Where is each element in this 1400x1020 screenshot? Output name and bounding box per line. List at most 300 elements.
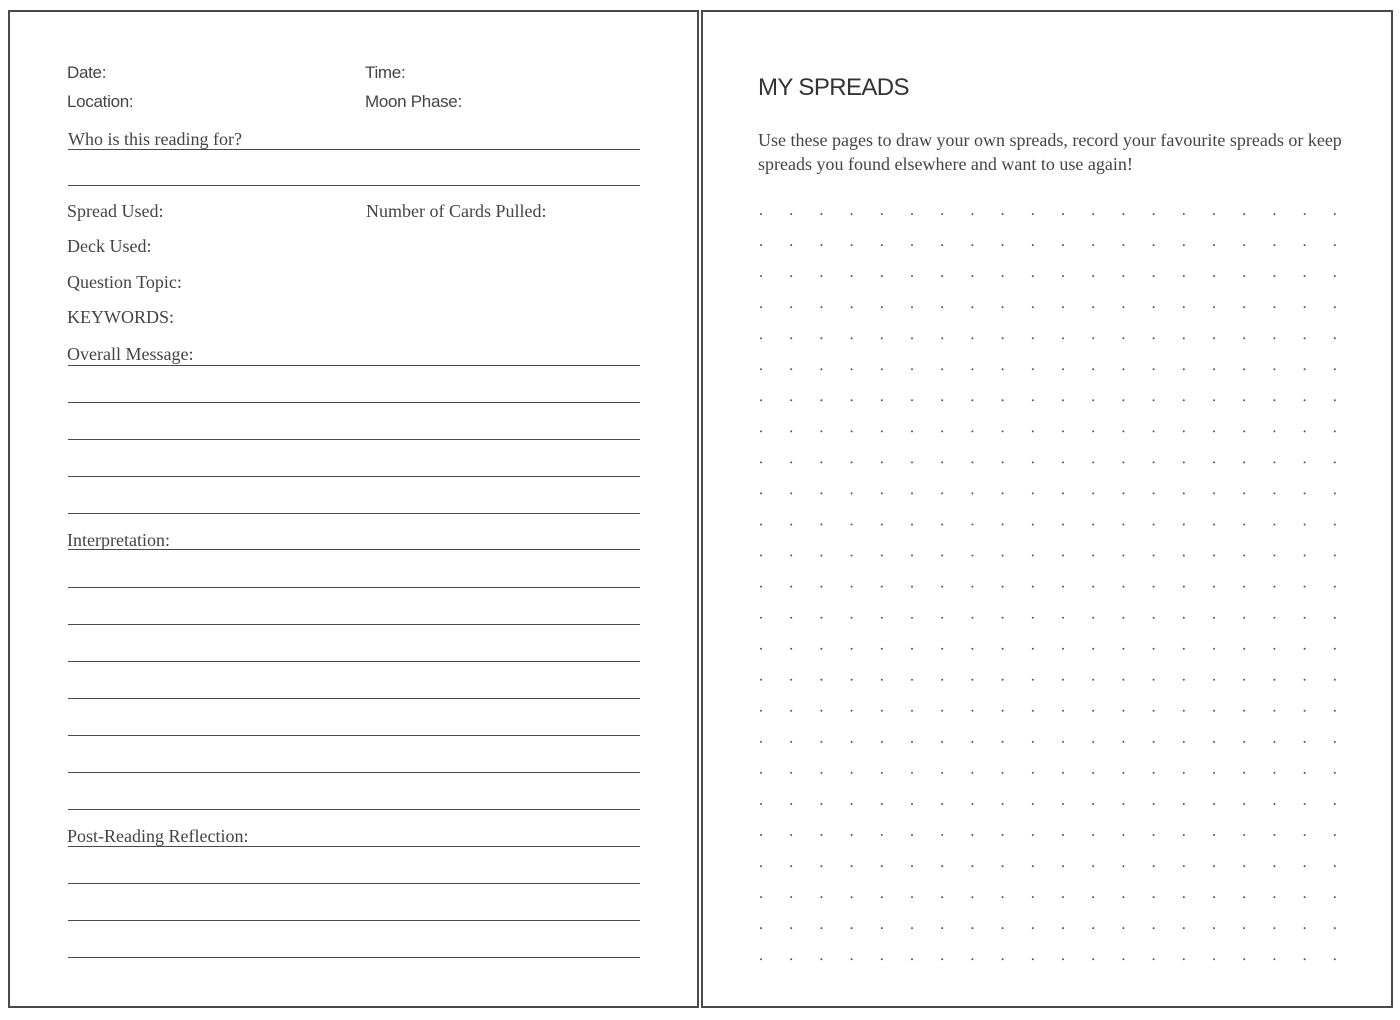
grid-dot [1032,679,1034,681]
grid-dot [881,803,883,805]
grid-dot [1183,617,1185,619]
grid-dot [760,555,762,557]
grid-dot [1092,586,1094,588]
grid-dot [851,461,853,463]
grid-dot [1183,430,1185,432]
grid-dot [1002,524,1004,526]
grid-dot [971,524,973,526]
grid-dot [941,834,943,836]
grid-dot [1183,865,1185,867]
grid-dot [941,679,943,681]
grid-dot [1243,461,1245,463]
grid-dot [1334,772,1336,774]
grid-dot [760,896,762,898]
grid-dot [1304,958,1306,960]
grid-dot [1213,399,1215,401]
grid-dot [1032,368,1034,370]
grid-dot [881,275,883,277]
grid-dot [851,306,853,308]
grid-dot [851,803,853,805]
grid-dot [820,399,822,401]
grid-dot [1062,492,1064,494]
grid-dot [1304,430,1306,432]
grid-dot [1062,648,1064,650]
spreads-title: MY SPREADS [758,74,909,101]
grid-dot [1032,741,1034,743]
grid-dot [760,803,762,805]
grid-dot [1183,555,1185,557]
interpretation-line[interactable] [68,587,640,588]
grid-dot [941,555,943,557]
grid-dot [1213,555,1215,557]
grid-dot [790,803,792,805]
grid-dot [1092,710,1094,712]
grid-dot [820,430,822,432]
deck-used-label: Deck Used: [67,236,152,256]
grid-dot [1213,958,1215,960]
grid-dot [971,275,973,277]
grid-dot [1032,244,1034,246]
grid-dot [820,958,822,960]
grid-dot [941,772,943,774]
grid-dot [1122,430,1124,432]
grid-dot [1002,430,1004,432]
grid-dot [881,524,883,526]
grid-dot [1153,555,1155,557]
grid-dot [971,492,973,494]
grid-dot [1243,555,1245,557]
grid-dot [881,648,883,650]
grid-dot [1032,213,1034,215]
grid-dot [881,306,883,308]
grid-dot [1153,741,1155,743]
grid-dot [941,337,943,339]
grid-dot [1183,368,1185,370]
grid-dot [1304,275,1306,277]
interpretation-line[interactable] [68,661,640,662]
grid-dot [911,586,913,588]
grid-dot [1032,461,1034,463]
grid-dot [1334,834,1336,836]
grid-dot [1062,244,1064,246]
grid-dot [1273,896,1275,898]
grid-dot [971,306,973,308]
grid-dot [1092,461,1094,463]
grid-dot [1334,275,1336,277]
grid-dot [1304,679,1306,681]
grid-dot [1304,772,1306,774]
grid-dot [1092,648,1094,650]
grid-dot [820,803,822,805]
grid-dot [1062,555,1064,557]
grid-dot [881,213,883,215]
grid-dot [1243,834,1245,836]
grid-dot [911,306,913,308]
grid-dot [760,492,762,494]
grid-dot [760,275,762,277]
grid-dot [790,337,792,339]
grid-dot [1273,927,1275,929]
spread-used-label: Spread Used: [67,201,164,221]
grid-dot [1273,524,1275,526]
grid-dot [851,896,853,898]
reflection-label: Post-Reading Reflection: [67,826,249,846]
grid-dot [1183,927,1185,929]
grid-dot [1062,772,1064,774]
grid-dot [1122,275,1124,277]
grid-dot [911,958,913,960]
grid-dot [790,399,792,401]
grid-dot [941,586,943,588]
cards-pulled-label: Number of Cards Pulled: [366,201,547,221]
grid-dot [1153,586,1155,588]
grid-dot [911,492,913,494]
grid-dot [820,524,822,526]
grid-dot [881,244,883,246]
grid-dot [1273,803,1275,805]
grid-dot [1243,244,1245,246]
grid-dot [1213,772,1215,774]
dot-grid[interactable] [703,12,1393,1008]
moon-phase-label: Moon Phase: [365,92,462,111]
grid-dot [941,896,943,898]
grid-dot [851,399,853,401]
grid-dot [1273,834,1275,836]
overall-message-line[interactable] [68,402,640,403]
grid-dot [760,865,762,867]
grid-dot [971,368,973,370]
grid-dot [1092,617,1094,619]
grid-dot [881,555,883,557]
grid-dot [1002,896,1004,898]
grid-dot [1002,275,1004,277]
grid-dot [1062,741,1064,743]
grid-dot [760,958,762,960]
grid-dot [1183,306,1185,308]
location-label: Location: [67,92,134,111]
grid-dot [851,865,853,867]
grid-dot [1273,710,1275,712]
grid-dot [1273,648,1275,650]
grid-dot [1122,648,1124,650]
grid-dot [790,896,792,898]
grid-dot [881,399,883,401]
grid-dot [1062,710,1064,712]
grid-dot [790,679,792,681]
grid-dot [1032,896,1034,898]
grid-dot [790,461,792,463]
grid-dot [851,648,853,650]
grid-dot [1183,958,1185,960]
grid-dot [1153,213,1155,215]
grid-dot [790,213,792,215]
grid-dot [971,679,973,681]
grid-dot [851,586,853,588]
grid-dot [1002,834,1004,836]
grid-dot [941,306,943,308]
grid-dot [1183,337,1185,339]
grid-dot [1002,679,1004,681]
grid-dot [1153,772,1155,774]
grid-dot [1243,275,1245,277]
grid-dot [1304,865,1306,867]
grid-dot [1273,492,1275,494]
overall-message-line[interactable] [68,365,640,366]
grid-dot [851,368,853,370]
grid-dot [1334,244,1336,246]
grid-dot [1183,710,1185,712]
grid-dot [760,399,762,401]
grid-dot [971,399,973,401]
grid-dot [941,648,943,650]
grid-dot [1153,524,1155,526]
grid-dot [1002,555,1004,557]
reflection-line[interactable] [68,846,640,847]
grid-dot [1153,399,1155,401]
grid-dot [911,617,913,619]
grid-dot [1243,213,1245,215]
grid-dot [1213,430,1215,432]
interpretation-line[interactable] [68,624,640,625]
grid-dot [1032,306,1034,308]
grid-dot [790,524,792,526]
grid-dot [790,865,792,867]
grid-dot [1122,617,1124,619]
grid-dot [1032,927,1034,929]
grid-dot [1092,958,1094,960]
grid-dot [820,679,822,681]
grid-dot [1183,461,1185,463]
grid-dot [1183,679,1185,681]
grid-dot [1122,710,1124,712]
interpretation-line[interactable] [68,809,640,810]
grid-dot [881,896,883,898]
grid-dot [760,586,762,588]
grid-dot [1273,865,1275,867]
grid-dot [1243,337,1245,339]
grid-dot [1213,492,1215,494]
grid-dot [1002,586,1004,588]
grid-dot [1334,865,1336,867]
grid-dot [1122,803,1124,805]
grid-dot [1273,244,1275,246]
grid-dot [1334,741,1336,743]
grid-dot [1122,679,1124,681]
grid-dot [911,710,913,712]
grid-dot [1062,617,1064,619]
grid-dot [1032,399,1034,401]
grid-dot [911,834,913,836]
grid-dot [1183,772,1185,774]
grid-dot [1153,244,1155,246]
grid-dot [790,741,792,743]
who-for-label: Who is this reading for? [68,129,242,149]
grid-dot [1002,244,1004,246]
grid-dot [1183,803,1185,805]
grid-dot [1213,461,1215,463]
overall-message-line[interactable] [68,476,640,477]
grid-dot [1334,524,1336,526]
grid-dot [760,213,762,215]
grid-dot [941,617,943,619]
who-for-line[interactable] [68,185,640,186]
grid-dot [941,368,943,370]
grid-dot [851,213,853,215]
grid-dot [790,617,792,619]
grid-dot [1062,213,1064,215]
grid-dot [971,772,973,774]
grid-dot [1062,399,1064,401]
interpretation-line[interactable] [68,549,640,550]
grid-dot [941,492,943,494]
date-label: Date: [67,63,107,82]
grid-dot [1153,710,1155,712]
who-for-line[interactable] [68,149,640,150]
grid-dot [881,834,883,836]
overall-message-label: Overall Message: [67,344,194,364]
interpretation-line[interactable] [68,698,640,699]
grid-dot [881,337,883,339]
grid-dot [911,555,913,557]
grid-dot [1273,337,1275,339]
grid-dot [1153,275,1155,277]
grid-dot [911,461,913,463]
grid-dot [1213,213,1215,215]
grid-dot [1243,865,1245,867]
grid-dot [1092,368,1094,370]
grid-dot [1243,896,1245,898]
grid-dot [881,586,883,588]
grid-dot [881,679,883,681]
grid-dot [1213,803,1215,805]
overall-message-line[interactable] [68,439,640,440]
grid-dot [1153,896,1155,898]
grid-dot [760,772,762,774]
grid-dot [1002,772,1004,774]
grid-dot [881,741,883,743]
grid-dot [881,430,883,432]
grid-dot [820,741,822,743]
grid-dot [1002,368,1004,370]
grid-dot [790,306,792,308]
grid-dot [1153,617,1155,619]
overall-message-line[interactable] [68,513,640,514]
grid-dot [1153,648,1155,650]
grid-dot [851,430,853,432]
grid-dot [1213,368,1215,370]
grid-dot [1304,803,1306,805]
grid-dot [1122,586,1124,588]
grid-dot [1334,958,1336,960]
grid-dot [1213,896,1215,898]
grid-dot [971,648,973,650]
grid-dot [911,927,913,929]
grid-dot [911,896,913,898]
grid-dot [911,741,913,743]
grid-dot [1092,524,1094,526]
grid-dot [1032,524,1034,526]
grid-dot [1243,710,1245,712]
grid-dot [941,275,943,277]
grid-dot [1273,958,1275,960]
grid-dot [1122,741,1124,743]
grid-dot [851,772,853,774]
grid-dot [1273,586,1275,588]
grid-dot [1153,337,1155,339]
grid-dot [1032,586,1034,588]
grid-dot [760,679,762,681]
grid-dot [790,648,792,650]
reflection-line[interactable] [68,920,640,921]
grid-dot [760,741,762,743]
grid-dot [760,306,762,308]
grid-dot [1153,461,1155,463]
grid-dot [820,275,822,277]
grid-dot [1273,275,1275,277]
grid-dot [1304,244,1306,246]
grid-dot [1002,337,1004,339]
grid-dot [790,958,792,960]
grid-dot [1002,461,1004,463]
grid-dot [1032,958,1034,960]
grid-dot [1304,524,1306,526]
grid-dot [911,213,913,215]
grid-dot [911,430,913,432]
question-topic-label: Question Topic: [67,272,182,292]
grid-dot [1304,617,1306,619]
grid-dot [790,772,792,774]
grid-dot [971,213,973,215]
grid-dot [1334,399,1336,401]
grid-dot [1062,524,1064,526]
grid-dot [1334,679,1336,681]
grid-dot [1092,213,1094,215]
grid-dot [1304,896,1306,898]
grid-dot [820,306,822,308]
grid-dot [971,803,973,805]
grid-dot [1153,927,1155,929]
grid-dot [1032,865,1034,867]
grid-dot [971,337,973,339]
grid-dot [1213,617,1215,619]
grid-dot [971,741,973,743]
grid-dot [1032,492,1034,494]
grid-dot [760,461,762,463]
grid-dot [1243,617,1245,619]
grid-dot [1032,772,1034,774]
grid-dot [1273,213,1275,215]
reflection-line[interactable] [68,957,640,958]
grid-dot [881,927,883,929]
grid-dot [1243,399,1245,401]
grid-dot [881,958,883,960]
interpretation-line[interactable] [68,772,640,773]
grid-dot [1062,368,1064,370]
grid-dot [911,803,913,805]
interpretation-line[interactable] [68,735,640,736]
grid-dot [1213,679,1215,681]
grid-dot [911,337,913,339]
grid-dot [1243,927,1245,929]
grid-dot [790,244,792,246]
grid-dot [1062,834,1064,836]
grid-dot [820,213,822,215]
grid-dot [1002,617,1004,619]
grid-dot [790,368,792,370]
reflection-line[interactable] [68,883,640,884]
grid-dot [1304,834,1306,836]
grid-dot [1334,927,1336,929]
